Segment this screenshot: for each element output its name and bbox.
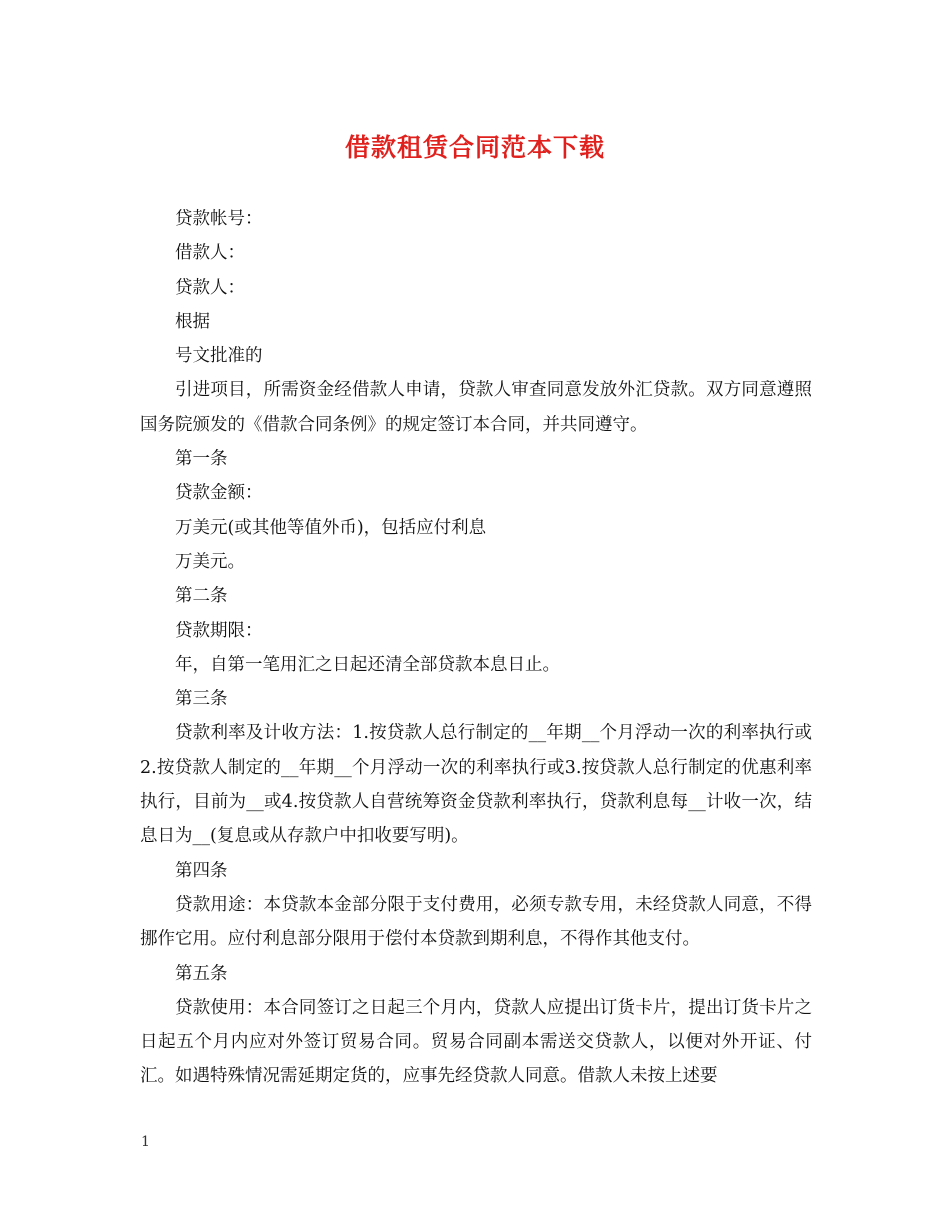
paragraph-loan-account: 贷款帐号：: [175, 209, 263, 229]
article-4-heading: 第四条: [175, 860, 228, 881]
paragraph-loan-usage: 贷款使用：本合同签订之日起三个月内，贷款人应提出订货卡片，提出订货卡片之日起五个月内应对外签订贸易合同。贸易合同副本需送交贷款人，以便对外开证、付汇。如遇特殊情况需延期定货的，应事先经贷款人同意。借款人未按上述要: [140, 997, 812, 1087]
paragraph-lender: 贷款人：: [175, 277, 245, 298]
article-1-heading: 第一条: [175, 449, 228, 470]
paragraph-amount-interest: 万美元。: [175, 551, 245, 572]
paragraph-preamble: 引进项目，所需资金经借款人申请，贷款人审查同意发放外汇贷款。双方同意遵照国务院颁发的《借款合同条例》的规定签订本合同，并共同遵守。: [140, 380, 812, 435]
paragraph-loan-purpose: 贷款用途：本贷款本金部分限于支付费用，必须专款专用，未经贷款人同意，不得挪作它用。应付利息部分限用于偿付本贷款到期利息，不得作其他支付。: [140, 894, 812, 950]
article-5-heading: 第五条: [175, 963, 228, 984]
paragraph-borrower: 借款人：: [175, 243, 245, 264]
article-2-heading: 第二条: [175, 586, 228, 607]
paragraph-loan-term: 贷款期限：: [175, 620, 263, 641]
paragraph-according-to: 根据: [175, 311, 210, 332]
article-3-heading: 第三条: [175, 689, 228, 710]
paragraph-interest-rate: 贷款利率及计收方法：1.按贷款人总行制定的__年期__个月浮动一次的利率执行或2.按贷款人制定的__年期__个月浮动一次的利率执行或3.按贷款人总行制定的优惠利率执行，目前为__或4.按贷款人自营统筹资金贷款利率执行，贷款利息每__计收一次，结息日为__(复息或从存款户中扣收要写明)。: [140, 723, 812, 847]
page-number: 1: [141, 1134, 150, 1150]
paragraph-amount-detail: 万美元(或其他等值外币)，包括应付利息: [175, 517, 487, 538]
paragraph-term-detail: 年，自第一笔用汇之日起还清全部贷款本息日止。: [175, 654, 560, 675]
document-title: 借款租赁合同范本下载: [344, 133, 605, 162]
paragraph-approved-doc: 号文批准的: [175, 346, 263, 367]
paragraph-loan-amount: 贷款金额：: [175, 483, 263, 504]
document-body: [140, 202, 812, 1094]
